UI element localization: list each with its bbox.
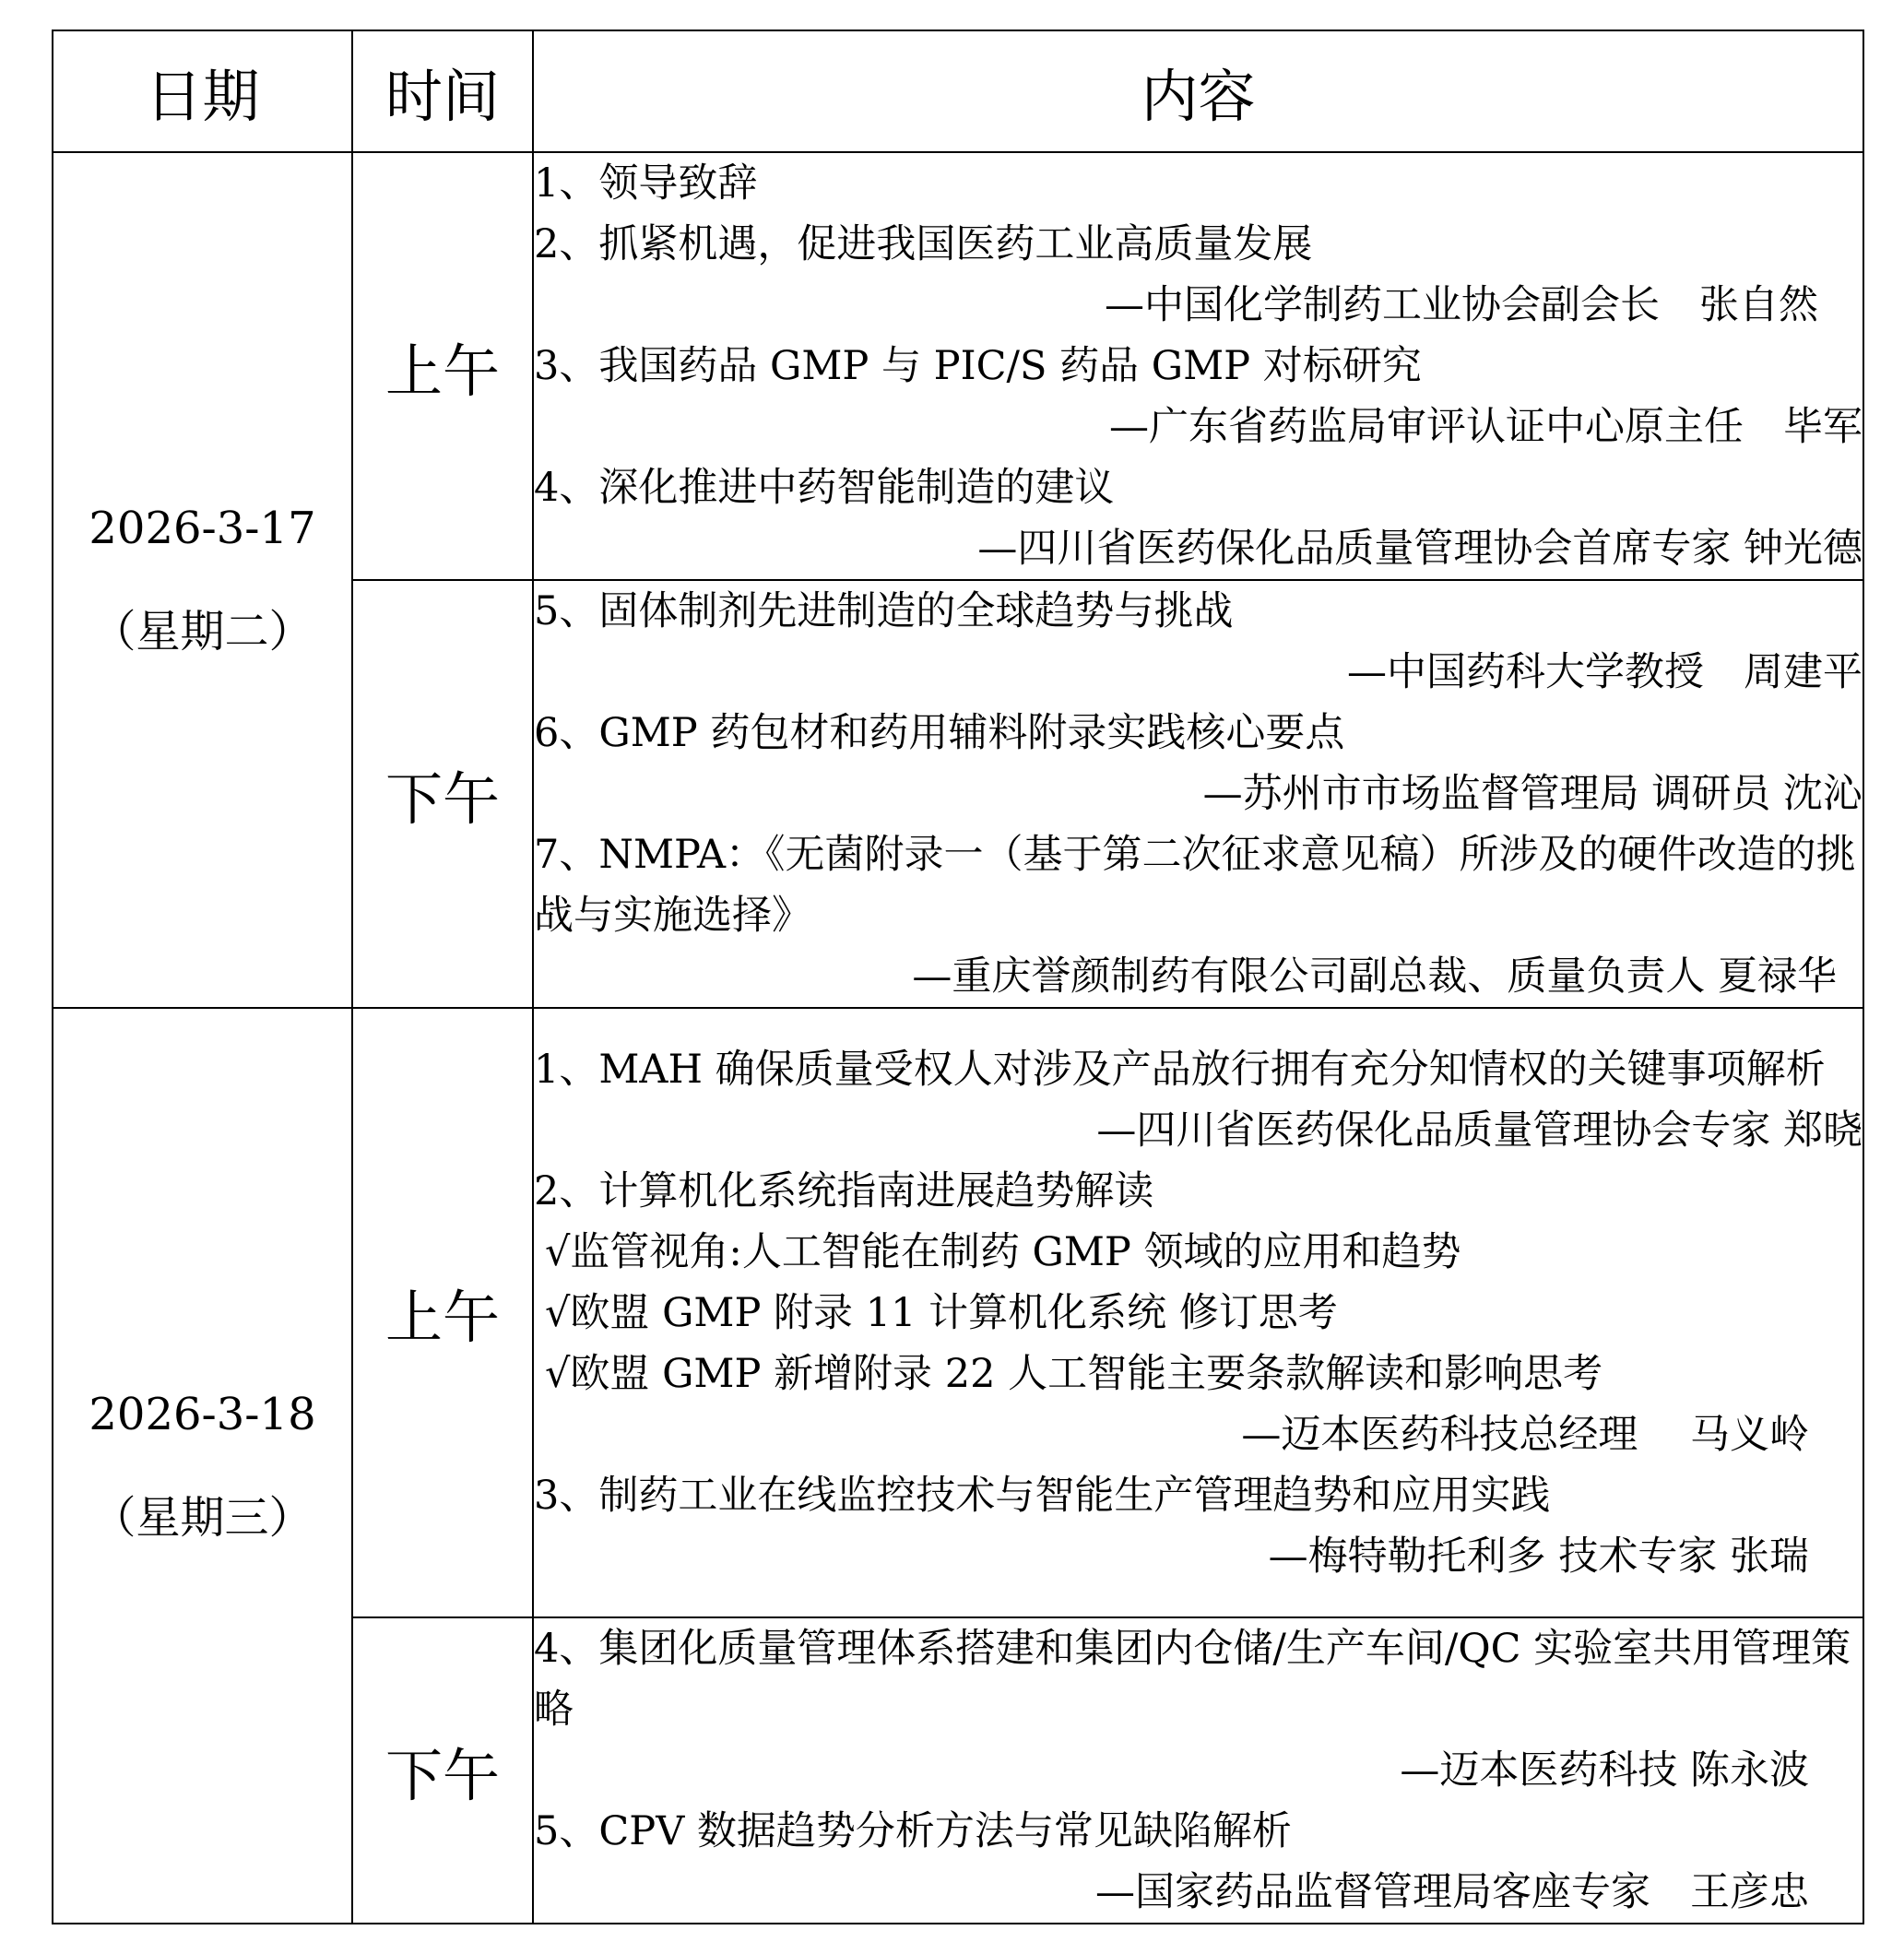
topic-line: 1、MAH 确保质量受权人对涉及产品放行拥有充分知情权的关键事项解析 — [534, 1046, 1826, 1093]
day1-date-cell — [53, 152, 352, 1008]
day1-am-label: 上午 — [352, 152, 533, 580]
topic-line: √欧盟 GMP 附录 11 计算机化系统 修订思考 — [545, 1289, 1338, 1336]
header-time: 时间 — [352, 30, 533, 152]
day2-am-row — [53, 1008, 1863, 1617]
day1-weekday: （星期二） — [91, 606, 313, 657]
topic-line: 4、集团化质量管理体系搭建和集团内仓储/生产车间/QC 实验室共用管理策略 — [534, 1626, 1851, 1733]
topic-line: √监管视角:人工智能在制药 GMP 领域的应用和趋势 — [545, 1228, 1461, 1275]
speaker-line: —广东省药监局审评认证中心原主任 毕军 — [1109, 404, 1863, 450]
schedule-table — [52, 30, 1864, 1924]
day1-am-content — [533, 152, 1863, 580]
topic-line: 5、固体制剂先进制造的全球趋势与挑战 — [534, 588, 1234, 634]
day2-am-content — [533, 1008, 1863, 1617]
topic-line: 1、领导致辞 — [534, 160, 758, 207]
speaker-line: —迈本医药科技 陈永波 — [1400, 1747, 1809, 1794]
header-content: 内容 — [533, 30, 1863, 152]
speaker-line: —国家药品监督管理局客座专家 王彦忠 — [1095, 1869, 1809, 1915]
day1-am-row — [53, 152, 1863, 580]
day2-weekday: （星期三） — [91, 1491, 313, 1544]
speaker-line: —中国化学制药工业协会副会长 张自然 — [1105, 282, 1818, 328]
header-date: 日期 — [53, 30, 352, 152]
day1-date: 2026-3-17 — [89, 503, 316, 554]
topic-line: 6、GMP 药包材和药用辅料附录实践核心要点 — [534, 710, 1345, 756]
speaker-line: —梅特勒托利多 技术专家 张瑞 — [1268, 1533, 1809, 1580]
topic-line: 7、NMPA：《无菌附录一（基于第二次征求意见稿）所涉及的硬件改造的挑战与实施选择》 — [534, 832, 1856, 939]
topic-line: 2、抓紧机遇，促进我国医药工业高质量发展 — [534, 221, 1313, 267]
speaker-line: —迈本医药科技总经理 马义岭 — [1241, 1411, 1809, 1458]
topic-line: √欧盟 GMP 新增附录 22 人工智能主要条款解读和影响思考 — [545, 1350, 1603, 1397]
topic-line: 3、制药工业在线监控技术与智能生产管理趋势和应用实践 — [534, 1472, 1551, 1519]
day2-pm-label: 下午 — [352, 1617, 533, 1924]
topic-line: 2、计算机化系统指南进展趋势解读 — [534, 1167, 1154, 1214]
topic-line: 5、CPV 数据趋势分析方法与常见缺陷解析 — [534, 1808, 1292, 1854]
day2-date: 2026-3-18 — [89, 1388, 316, 1440]
day1-pm-label: 下午 — [352, 580, 533, 1008]
speaker-line: —苏州市市场监督管理局 调研员 沈沁 — [1202, 771, 1863, 817]
topic-line: 3、我国药品 GMP 与 PIC/S 药品 GMP 对标研究 — [534, 343, 1422, 389]
speaker-line: —四川省医药保化品质量管理协会专家 郑晓 — [1096, 1107, 1863, 1154]
day2-pm-content — [533, 1617, 1863, 1924]
day2-date-cell — [53, 1008, 352, 1924]
speaker-line: —重庆誉颜制药有限公司副总裁、质量负责人 夏禄华 — [912, 953, 1837, 1000]
speaker-line: —中国药科大学教授 周建平 — [1347, 649, 1863, 695]
speaker-line: —四川省医药保化品质量管理协会首席专家 钟光德 — [977, 526, 1863, 572]
day2-am-label: 上午 — [352, 1008, 533, 1617]
header-row — [53, 30, 1863, 152]
day1-pm-content — [533, 580, 1863, 1008]
topic-line: 4、深化推进中药智能制造的建议 — [534, 465, 1115, 511]
